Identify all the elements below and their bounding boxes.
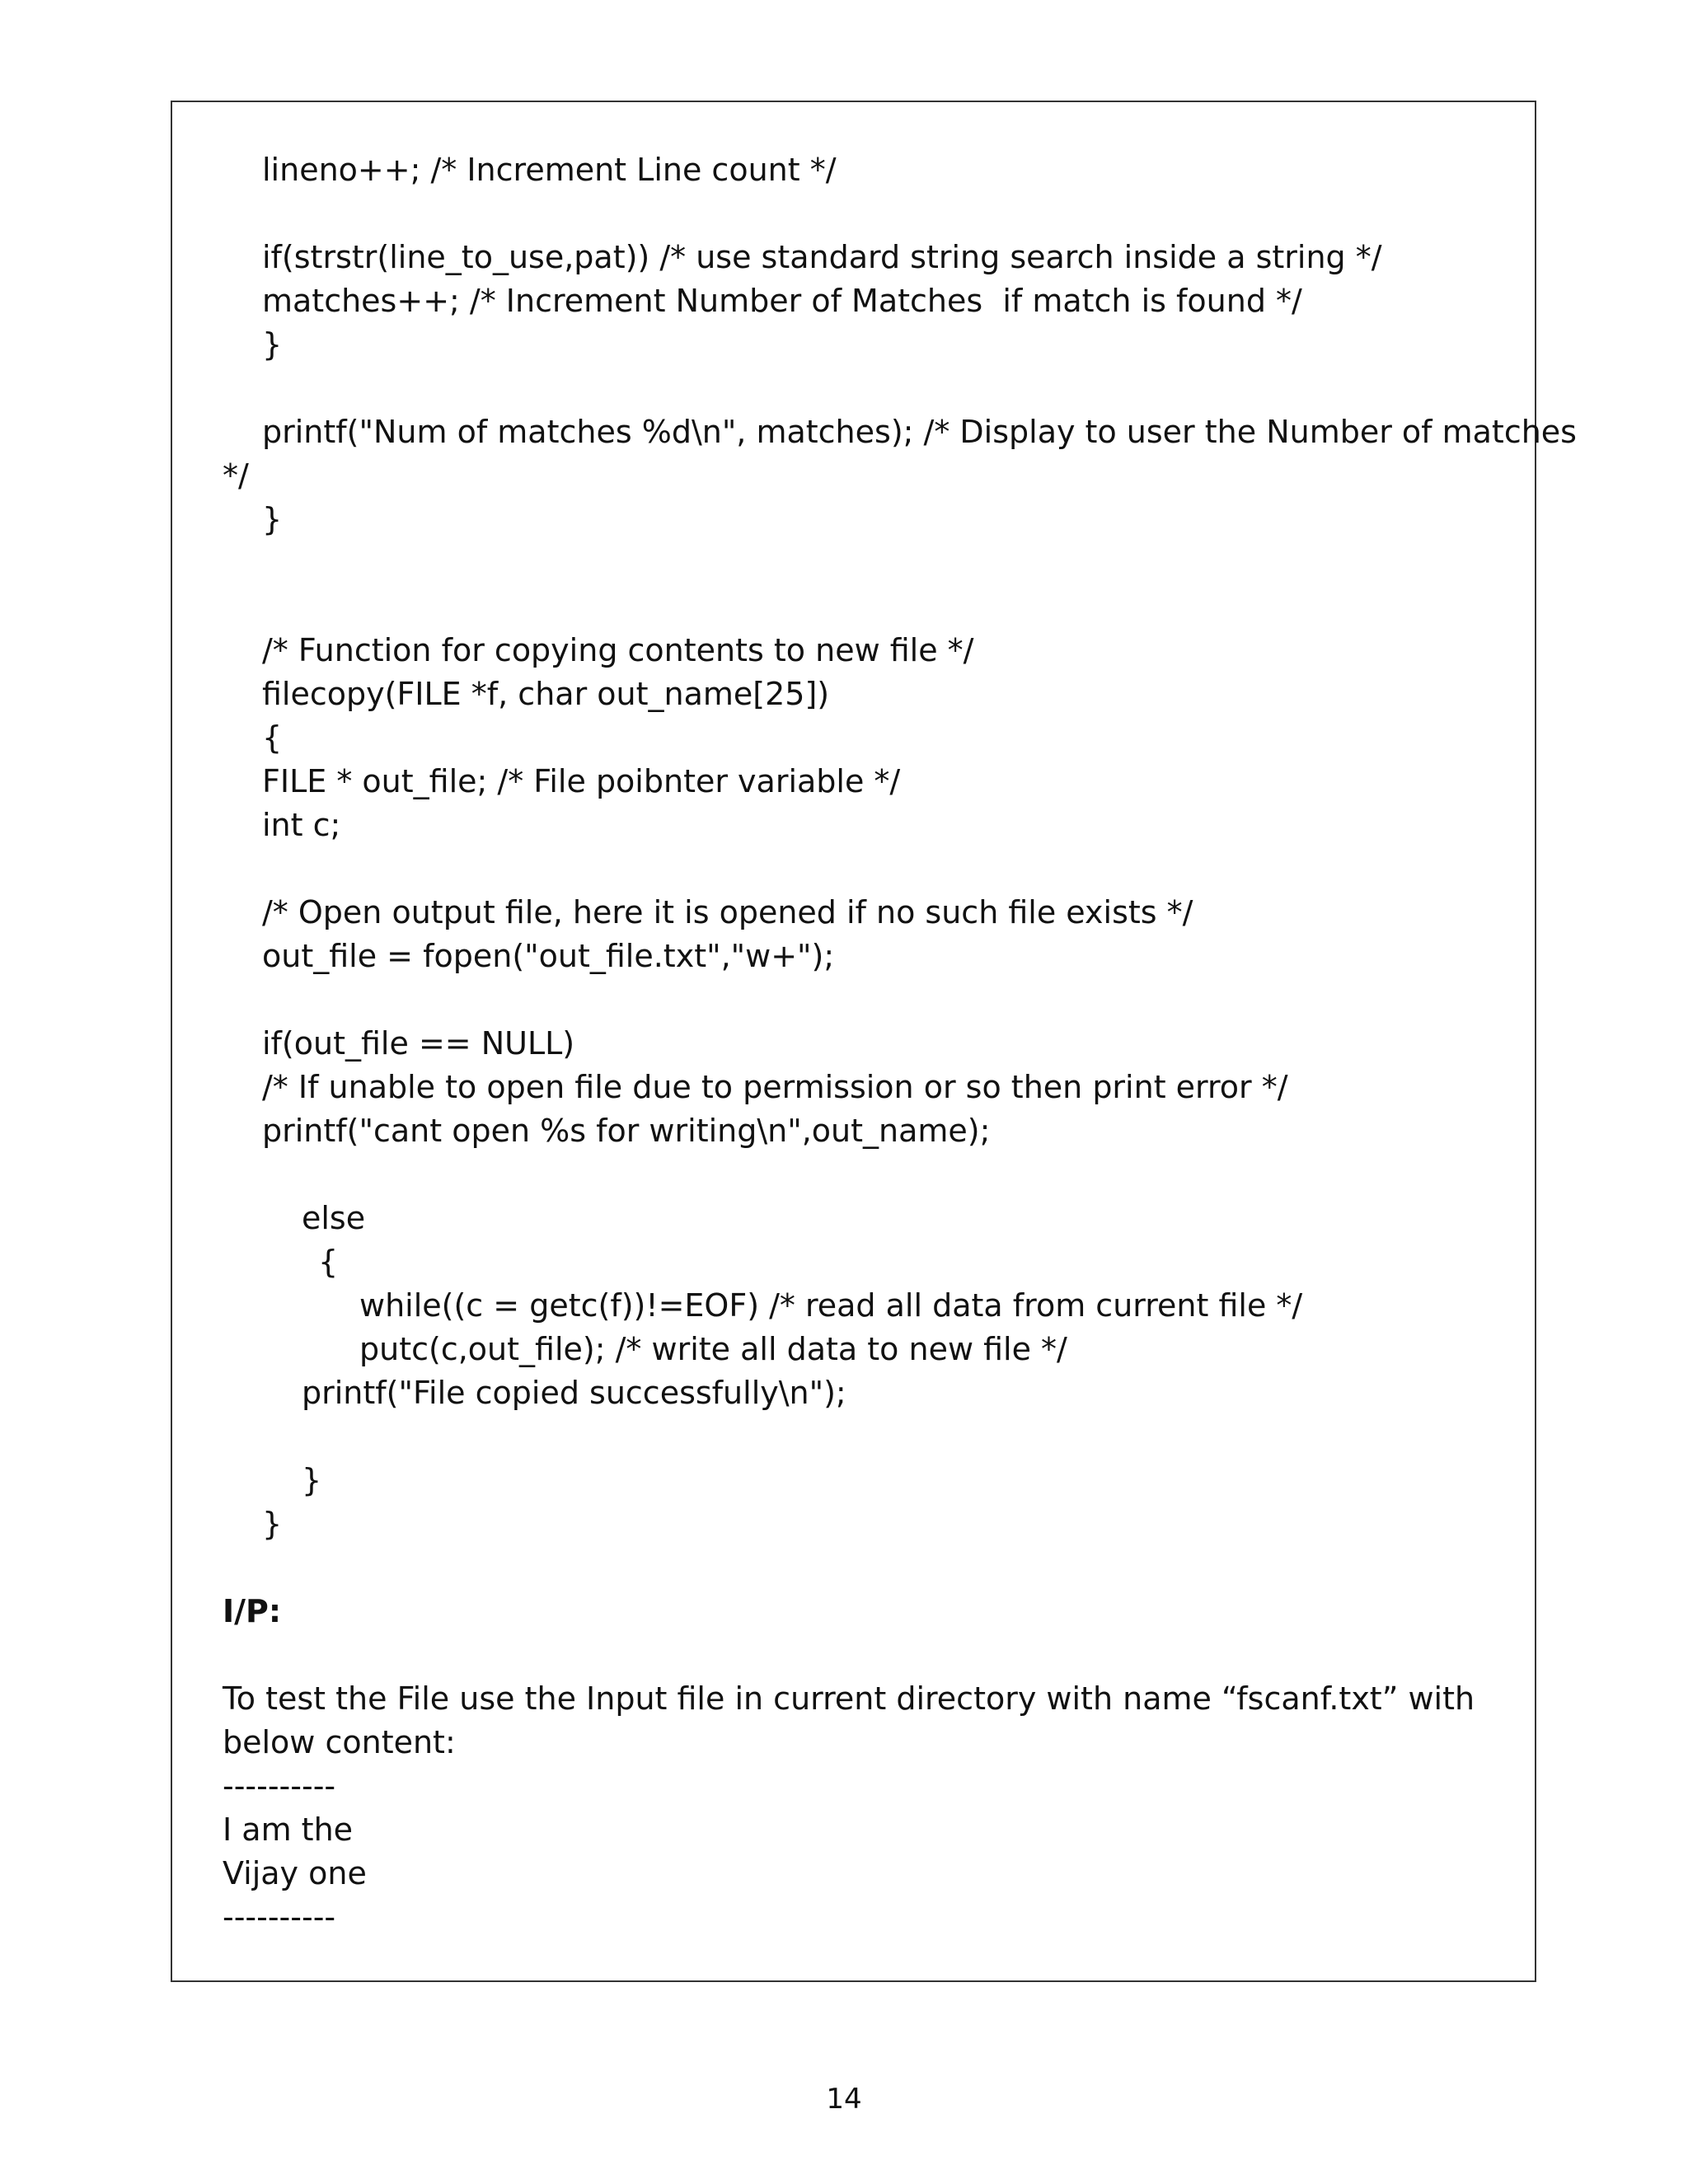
code-line: filecopy(FILE *f, char out_name[25]) [262, 676, 830, 712]
code-line: else [302, 1200, 366, 1236]
code-line: /* If unable to open file due to permission or so then print error */ [262, 1069, 1288, 1105]
code-line: printf("File copied successfully\n"); [302, 1375, 846, 1411]
code-line: */ [223, 457, 249, 494]
code-line: lineno++; /* Increment Line count */ [262, 152, 837, 188]
code-line: } [262, 326, 283, 363]
code-line: /* Function for copying contents to new file */ [262, 632, 974, 668]
code-line: FILE * out_file; /* File poibnter variable */ [262, 763, 901, 799]
code-line: /* Open output file, here it is opened if no such file exists */ [262, 894, 1193, 930]
code-line: putc(c,out_file); /* write all data to new file */ [359, 1331, 1067, 1367]
code-line: int c; [262, 807, 341, 843]
code-line: matches++; /* Increment Number of Matches if match is found */ [262, 283, 1302, 319]
code-line: if(strstr(line_to_use,pat)) /* use standard string search inside a string */ [262, 239, 1382, 275]
code-line: printf("Num of matches %d\n", matches); /* Display to user the Number of matches [262, 414, 1577, 450]
code-line: } [262, 501, 283, 537]
body-line: ---------- [223, 1899, 336, 1935]
code-line: if(out_file == NULL) [262, 1025, 575, 1062]
body-line: Vijay one [223, 1855, 367, 1891]
body-line: ---------- [223, 1768, 336, 1804]
section-heading: I/P: [223, 1593, 282, 1629]
body-line: To test the File use the Input file in current directory with name “fscanf.txt” with [223, 1680, 1475, 1717]
code-line: } [262, 1506, 283, 1542]
body-line: I am the [223, 1811, 354, 1848]
page-number: 14 [826, 2083, 862, 2116]
code-line: { [262, 719, 283, 756]
code-line: printf("cant open %s for writing\n",out_name); [262, 1113, 991, 1149]
code-line: while((c = getc(f))!=EOF) /* read all data from current file */ [359, 1287, 1303, 1324]
code-line: out_file = fopen("out_file.txt","w+"); [262, 938, 835, 974]
code-line: { [318, 1244, 339, 1280]
body-line: below content: [223, 1724, 456, 1760]
code-line: } [302, 1462, 322, 1498]
